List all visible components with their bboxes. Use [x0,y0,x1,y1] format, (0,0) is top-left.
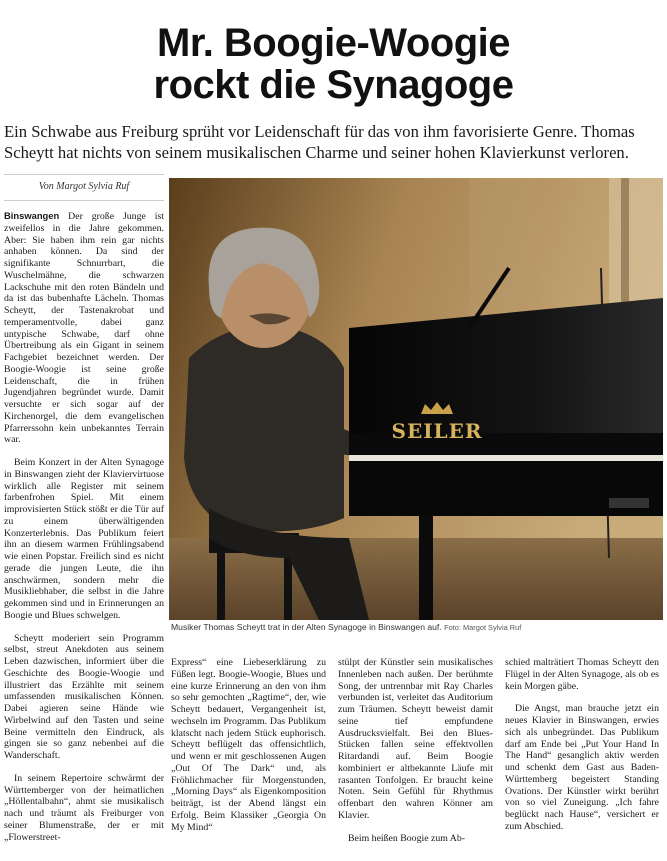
paragraph: stülpt der Künstler sein musikalisches Innenleben nach außen. Der berühmte Song, der untrennbar mit Ray Charles verbunden ist, verleitet das Auditorium zum Träumen. Scheytt beweist damit seine tief empfundene Ausdrucksvielfalt. Bei den Blues-Stücken fallen seine effektvollen Ritardandi auf. Beim Boogie kombiniert er altbekannte Läufe mit rasanten Tonfolgen. Er braucht keine Noten. Sein Gefühl für Rhythmus offenbart den wahren Könner am Klavier. [338,657,493,821]
article-deck: Ein Schwabe aus Freiburg sprüht vor Leidenschaft für das von ihm favorisierte Genre. Thomas Scheytt hat nichts von seinem musikalischen Charme und seiner hohen Klavierkunst verloren. [4,122,635,162]
byline-rule-top [4,174,164,175]
paragraph: Die Angst, man brauche jetzt ein neues Klavier in Binswangen, erwies sich als unbegründet. Das Publikum darf am Ende bei „Put Your Hand In The Hand“ gesanglich aktiv werden und schenkt dem Gast aus Baden-Württemberg begeistert Standing Ovations. Der Künstler wirkt berührt von so viel Zuneigung. „Ich fahre beglückt nach Hause“, versichert er zum Abschied. [505,703,659,832]
byline-rule-bottom [4,200,164,201]
photo-caption [171,622,663,632]
headline-line-1: Mr. Boogie-Woogie [157,21,510,65]
paragraph [4,210,164,446]
headline-line-2: rockt die Synagoge [153,63,514,107]
paragraph: Scheytt moderiert sein Programm selbst, streut Anekdoten aus seinem Leben dazwischen, informiert über die Geschichte des Boogie-Woogie und illustriert das Erzählte mit seinem umfassenden musikalischen Können. Dabei agieren seine Hände wie Wirbelwind auf den Tasten und seine Beine vermitteln den Eindruck, als gingen sie so ganz nebenbei auf die Wanderschaft. [4,632,164,761]
paragraph: In seinem Repertoire schwärmt der Württemberger von der heimatlichen „Höllentalbahn“, ahmt sie musikalisch nach und träumt als Freiburger von seiner Blumenstraße, der er mit „Flowerstreet- [4,772,164,843]
paragraph-text: Der große Junge ist zweifellos in die Jahre gekommen. Aber: Sie haben ihm rein gar nichts anhaben können. Da sind der signifikante Schnurrbart, die Wuschelmähne, die schwarzen Lackschuhe mit den roten Bändeln und da ist das bubenhafte Lächeln. Thomas Scheytt, der Tastenakrobat und temperamentvolle, dabei ganz untypische Schwabe, darf ohne Übertreibung als ein Gigant in seinem Fachgebiet bezeichnet werden. Der Boogie-Woogie ist seine große Leidenschaft, die in frühen Jugendjahren begründet wurde. Damit versuchte er sich sogar auf der Kirchenorgel, die dem evangelischen Pfarrerssohn kein unbekanntes Terrain war. [4,211,164,446]
paragraph: schied malträtiert Thomas Scheytt den Flügel in der Alten Synagoge, als ob es kein Morgen gäbe. [505,657,659,692]
article-photo [169,178,663,620]
pianist-photo-illustration [169,178,663,620]
dateline: Binswangen [4,210,60,221]
article-column-2 [171,657,326,844]
caption-text: Musiker Thomas Scheytt trat in der Alten Synagoge in Binswangen auf. [171,622,442,632]
paragraph: Beim Konzert in der Alten Synagoge in Binswangen zieht der Klaviervirtuose wirklich alle Register mit seinem farbenfrohen Spiel. Mit einem improvisierten Stück stößt er die Tür auf zu einem überwältigenden Konzerterlebnis. Das Publikum feiert ihn an diesem warmen Frühlingsabend wie einen Popstar. Freilich sind es nicht gerade die jungen Leute, die ihn anschwärmen, sondern mehr die Musikliebhaber, die selbst in die Jahre gekommen sind und in Erinnerungen an Boogie und Blues schwelgen. [4,457,164,621]
paragraph: Beim heißen Boogie zum Ab- [348,832,465,844]
byline: Von Margot Sylvia Ruf [38,181,130,192]
article-column-4 [505,657,659,844]
headline [0,22,667,106]
article-column-3 [338,657,493,855]
article-column-1 [4,210,164,854]
piano-brand-logo: SEILER [391,419,483,443]
photo-credit: Foto: Margot Sylvia Ruf [444,623,522,632]
paragraph: Express“ eine Liebeserklärung zu Füßen legt. Boogie-Woogie, Blues und eine kurze Erinnerung an den von ihm so sehr gemochten „Ragtime“, der, wie Scheytt bedauert, Vergangenheit ist, wechseln im Programm. Das Publikum klatscht nach jedem Stück euphorisch. Scheytt beflügelt das offensichtlich, und wenn er mit geschlossenen Augen „Out Of The Dark“ und, als Fröhlichmacher für Morgenstunden, „Morning Days“ als Eigenkomposition beiträgt, ist der Abend längst ein Erfolg. Beim Klassiker „Georgia On My Mind“ [171,657,326,833]
